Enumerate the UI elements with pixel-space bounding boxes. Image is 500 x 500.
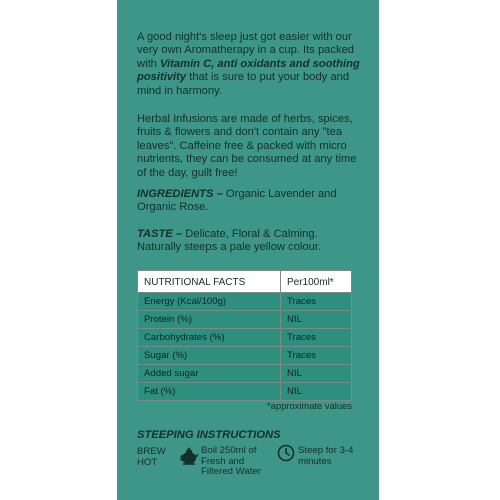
nutrient-value: Traces bbox=[281, 347, 352, 365]
intro-bold: Vitamin C, anti oxidants and soothing positivity bbox=[137, 57, 360, 84]
table-row bbox=[138, 329, 352, 347]
clock-icon bbox=[277, 444, 295, 462]
nutrient-value: Traces bbox=[281, 329, 352, 347]
nutrition-header-row bbox=[138, 271, 352, 293]
herbal-paragraph: Herbal Infusions are made of herbs, spices, fruits & flowers and don't contain any "tea leaves". Caffeine free & packed with micro nutrients, they can be consumed at any time of the day, guilt free! bbox=[137, 113, 357, 179]
table-row bbox=[138, 293, 352, 311]
nutrient-value: Traces bbox=[281, 293, 352, 311]
taste-label: TASTE – bbox=[137, 228, 183, 240]
table-row bbox=[138, 365, 352, 383]
nutrient-name: Carbohydrates (%) bbox=[138, 329, 281, 347]
product-info-panel bbox=[117, 0, 379, 500]
table-row bbox=[138, 383, 352, 401]
nutrient-name: Sugar (%) bbox=[138, 347, 281, 365]
step-steep-text: Steep for 3-4 minutes bbox=[298, 445, 354, 467]
nutrient-value: NIL bbox=[281, 383, 352, 401]
kettle-icon bbox=[179, 447, 199, 465]
ingredients-text: Organic Lavender and Organic Rose. bbox=[137, 188, 337, 214]
ingredients-paragraph bbox=[137, 188, 363, 215]
intro-lead: A good night's sleep just got easier with our very own Aromatherapy in a cup. Its packed with bbox=[137, 31, 355, 70]
nutrition-footnote: *approximate values bbox=[267, 400, 352, 411]
intro-paragraph bbox=[137, 31, 363, 98]
step-boil-text: Boil 250ml of Fresh and Filtered Water bbox=[201, 445, 261, 478]
nutrition-header-label: NUTRITIONAL FACTS bbox=[138, 271, 281, 293]
table-row bbox=[138, 311, 352, 329]
taste-text: Delicate, Floral & Calming. Naturally steeps a pale yellow colour. bbox=[137, 228, 322, 254]
nutrient-name: Energy (Kcal/100g) bbox=[138, 293, 281, 311]
nutrition-table bbox=[137, 270, 352, 401]
nutrient-name: Added sugar bbox=[138, 365, 281, 383]
table-row bbox=[138, 347, 352, 365]
ingredients-label: INGREDIENTS – bbox=[137, 188, 223, 200]
intro-tail: that is sure to put your body and mind in harmony. bbox=[137, 71, 350, 97]
nutrient-value: NIL bbox=[281, 365, 352, 383]
brew-hot-label: BREW HOT bbox=[137, 446, 166, 468]
steeping-title: STEEPING INSTRUCTIONS bbox=[137, 429, 281, 441]
nutrient-name: Fat (%) bbox=[138, 383, 281, 401]
nutrient-value: NIL bbox=[281, 311, 352, 329]
taste-paragraph bbox=[137, 228, 363, 255]
nutrition-header-unit: Per100ml* bbox=[281, 271, 352, 293]
nutrient-name: Protein (%) bbox=[138, 311, 281, 329]
